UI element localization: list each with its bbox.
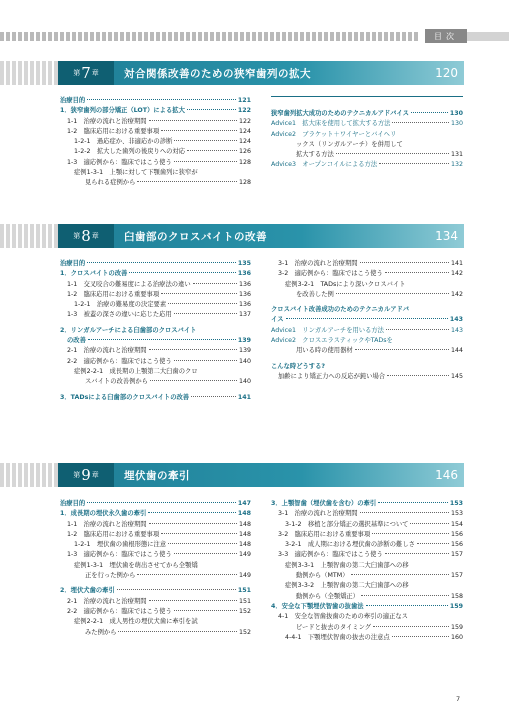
toc-entry-page: 145	[450, 372, 463, 380]
toc-entry[interactable]	[271, 315, 463, 325]
dot-leader	[174, 161, 237, 162]
toc-entry-page: 148	[238, 520, 251, 528]
dot-leader	[149, 600, 237, 601]
toc-entry[interactable]	[271, 259, 463, 269]
toc-entry[interactable]	[60, 290, 251, 300]
toc-tab: 目次	[425, 29, 467, 43]
toc-entry[interactable]	[60, 367, 251, 377]
toc-entry-title: 狭窄歯列拡大成功のためのテクニカルアドバイス	[271, 110, 409, 117]
dot-leader	[361, 595, 449, 596]
toc-entry-title: 症例3-3-1 上顎智歯の第二大臼歯部への移	[285, 561, 409, 569]
dot-leader	[336, 153, 449, 154]
toc-tab-edge	[467, 32, 509, 41]
toc-entry-title: 治療目的	[60, 500, 86, 507]
toc-entry[interactable]	[271, 540, 463, 550]
dot-leader	[174, 140, 237, 141]
dot-leader	[373, 626, 449, 627]
toc-entry-title: 1．狭窄歯列の部分矯正（LOT）による拡大	[60, 107, 185, 115]
toc-entry-title: イス	[271, 316, 284, 324]
toc-entry-title: 3-1-2 移植と部分矯正の選択基準について	[285, 520, 409, 528]
dot-leader	[118, 631, 236, 632]
toc-entry-title: 見られる症例から	[85, 179, 136, 187]
toc-entry[interactable]	[271, 326, 463, 336]
chapter-7-right-column	[271, 109, 463, 171]
toc-entry-title: 治療目的	[60, 97, 86, 104]
dot-leader	[392, 122, 449, 123]
dot-leader	[410, 523, 448, 524]
dot-leader	[117, 589, 236, 590]
toc-entry-page: 152	[238, 628, 251, 636]
dot-leader	[372, 533, 449, 534]
toc-entry-title: 3．上顎智歯（埋伏歯を含む）の牽引	[271, 500, 377, 507]
toc-entry-title: 治療目的	[60, 260, 86, 267]
toc-entry-title: 1．成長期の埋伏永久歯の牽引	[60, 510, 147, 518]
toc-entry-title: 1-3 適応例から：臨床ではこう使う	[67, 551, 172, 559]
dot-leader	[336, 293, 449, 294]
toc-entry-page: 139	[238, 347, 251, 355]
toc-entry-title: 1-2-1 埋伏歯の歯根形態に注意	[74, 541, 167, 549]
page-number: 7	[456, 695, 461, 703]
toc-entry[interactable]	[60, 178, 251, 188]
toc-entry-page: 153	[450, 510, 463, 518]
toc-entry-title: 正を行った例から	[85, 572, 136, 580]
toc-entry-title: 1-1 治療の流れと治療期間	[67, 520, 147, 528]
toc-entry-page: 136	[238, 301, 251, 309]
toc-entry-title: 1-2 臨床応用における重要事項	[67, 290, 160, 298]
toc-entry[interactable]	[271, 109, 463, 119]
chapter-number: 第 9 章	[58, 463, 114, 487]
toc-entry-title: 拡大する方法	[296, 151, 334, 159]
dot-leader	[87, 99, 236, 100]
toc-entry-page: 151	[238, 597, 251, 605]
toc-entry-title: 1-2-1 治療の難易度の決定要素	[74, 301, 167, 309]
toc-entry-title: Advice2 ブラケット＋ワイヤーとバイヘリ	[271, 130, 397, 138]
chapter-8-right-column	[271, 259, 463, 382]
toc-entry[interactable]	[60, 628, 251, 638]
toc-entry[interactable]	[271, 633, 463, 643]
toc-entry-title: 1-3 被蓋の深さの違いに応じた応用	[67, 311, 172, 319]
toc-entry[interactable]	[271, 362, 463, 372]
toc-entry-page: 157	[450, 551, 463, 559]
dot-leader	[137, 181, 237, 182]
toc-entry-title: 4．安全な下顎埋伏智歯の抜歯法	[271, 602, 364, 610]
toc-entry[interactable]	[271, 130, 463, 140]
toc-entry[interactable]	[60, 310, 251, 320]
chapter-title: 埋伏歯の牽引	[124, 469, 190, 482]
toc-entry-page: 122	[238, 117, 251, 125]
toc-entry-page: 158	[450, 592, 463, 600]
toc-entry-page: 147	[237, 500, 251, 507]
chapter-number: 第 7 章	[58, 61, 114, 85]
toc-entry-title: 1-1 交叉咬合の難易度による治療法の違い	[67, 280, 191, 288]
toc-entry[interactable]	[60, 550, 251, 560]
toc-entry-page: 136	[238, 280, 251, 288]
toc-entry[interactable]	[60, 96, 251, 106]
toc-entry-page: 156	[450, 530, 463, 538]
toc-entry[interactable]	[60, 597, 251, 607]
toc-entry[interactable]	[60, 147, 251, 157]
toc-entry-page: 142	[450, 270, 463, 278]
toc-entry-page: 124	[238, 127, 251, 135]
toc-entry[interactable]	[60, 158, 251, 168]
toc-entry-title: ピードと抜去のタイミング	[296, 623, 372, 631]
toc-entry-page: 121	[237, 97, 251, 104]
toc-entry-page: 135	[237, 260, 251, 267]
dot-leader	[187, 109, 236, 110]
dot-leader	[355, 349, 449, 350]
toc-entry-title: 症例2-2-1 成長期の上顎第二大臼歯のクロ	[74, 367, 198, 375]
toc-entry[interactable]	[271, 160, 463, 170]
toc-entry-page: 159	[450, 623, 463, 631]
toc-entry[interactable]	[60, 586, 251, 596]
toc-entry[interactable]	[60, 137, 251, 147]
toc-entry[interactable]	[60, 346, 251, 356]
toc-entry-title: Advice3 オープンコイルによる方法	[271, 161, 378, 169]
toc-entry-page: 153	[449, 500, 463, 507]
toc-entry-page: 148	[238, 541, 251, 549]
toc-entry-page: 148	[238, 530, 251, 538]
toc-entry-title: 1-2-1 過応症か、非適応かの診断	[74, 138, 173, 146]
dot-leader	[161, 130, 237, 131]
dot-leader	[351, 574, 449, 575]
toc-entry[interactable]	[60, 520, 251, 530]
dot-leader	[161, 533, 237, 534]
toc-entry[interactable]	[271, 119, 463, 129]
chapter-7-header[interactable]	[58, 61, 464, 85]
toc-entry-title: 1-2 臨床応用における重要事項	[67, 127, 160, 135]
dot-leader	[366, 605, 448, 606]
toc-entry[interactable]	[271, 612, 463, 622]
toc-entry-title: こんな時どうする?	[271, 362, 326, 370]
toc-entry[interactable]	[60, 117, 251, 127]
dot-leader	[87, 262, 236, 263]
toc-entry-title: 3-2 適応例から：臨床ではこう使う	[278, 270, 383, 278]
dot-leader	[387, 375, 449, 376]
toc-entry[interactable]	[60, 259, 251, 269]
toc-entry-title: 1．クロスバイトの改善	[60, 270, 128, 278]
toc-entry[interactable]	[60, 336, 251, 346]
dot-leader	[193, 283, 237, 284]
toc-entry-title: 4-1 安全な智歯抜歯のための牽引の適正なス	[278, 613, 408, 621]
toc-entry-title: 動例から（全顎矯正）	[296, 592, 359, 600]
dot-leader	[174, 313, 237, 314]
toc-entry-title: 3-2-1 成人期における埋伏歯の診断の難しさ	[285, 541, 415, 549]
toc-entry[interactable]	[271, 280, 463, 290]
toc-entry[interactable]	[60, 300, 251, 310]
toc-entry[interactable]	[271, 305, 463, 315]
toc-entry-title: の改善	[67, 337, 86, 345]
toc-entry[interactable]	[271, 520, 463, 530]
chapter-9-left-column	[60, 499, 251, 638]
toc-entry-title: 2-2 適応例から：臨床ではこう使う	[67, 357, 172, 365]
toc-entry-title: 4-4-1 下顎埋伏智歯の抜去の注意点	[285, 633, 390, 641]
toc-entry-title: みた例から	[85, 628, 117, 636]
chapter-8-left-column	[60, 259, 251, 403]
dot-leader	[378, 502, 448, 503]
chapter-page: 134	[435, 229, 458, 243]
dot-leader	[386, 329, 449, 330]
toc-entry-page: 139	[237, 337, 251, 345]
toc-entry[interactable]	[271, 290, 463, 300]
toc-entry-title: Advice1 リンガルアーチを用いる方法	[271, 326, 384, 334]
toc-entry-title: 1-2-2 拡大した歯列の後戻りへの対応	[74, 148, 186, 156]
toc-entry[interactable]	[271, 581, 463, 591]
dot-leader	[168, 303, 237, 304]
toc-entry-page: 141	[450, 260, 463, 267]
toc-entry[interactable]	[60, 106, 251, 116]
dot-leader	[168, 543, 237, 544]
toc-entry-page: 122	[237, 107, 251, 115]
toc-entry-page: 137	[238, 311, 251, 319]
dot-leader	[174, 610, 237, 611]
dot-leader	[174, 553, 237, 554]
toc-entry-page: 131	[450, 151, 463, 159]
toc-entry-page: 149	[238, 572, 251, 580]
toc-entry[interactable]	[60, 499, 251, 509]
toc-entry-page: 151	[237, 587, 251, 595]
toc-entry[interactable]	[60, 377, 251, 387]
toc-entry[interactable]	[271, 509, 463, 519]
toc-entry-title: 3-1 治療の流れと治療期間	[278, 510, 358, 518]
dot-leader	[411, 112, 448, 113]
toc-entry[interactable]	[60, 530, 251, 540]
toc-entry-title: 症例3-3-2 上顎智歯の第二大臼歯部への移	[285, 582, 409, 590]
dot-leader	[187, 150, 237, 151]
toc-entry-title: 加齢により矯正力への反応が鈍い場合	[278, 372, 386, 380]
toc-entry-title: 2-1 治療の流れと治療期間	[67, 347, 147, 355]
toc-entry-title: 動例から（MTM）	[296, 572, 349, 580]
dot-leader	[161, 293, 237, 294]
toc-entry-title: Advice2 クロスエラスティックやTADsを	[271, 337, 393, 345]
toc-entry-page: 140	[238, 357, 251, 365]
toc-entry-title: 症例1-3-1 上顎に対して下顎歯列に狭窄が	[74, 169, 198, 177]
toc-entry-title: クロスバイト改善成功のためのテクニカルアドバ	[271, 306, 410, 314]
toc-entry[interactable]	[271, 372, 463, 382]
toc-entry-title: 3-1 治療の流れと治療期間	[278, 260, 358, 267]
toc-entry[interactable]	[271, 140, 463, 150]
toc-entry-title: ックス（リンガルアーチ）を併用して	[296, 140, 403, 148]
toc-entry[interactable]	[271, 571, 463, 581]
toc-entry[interactable]	[271, 336, 463, 346]
toc-entry-page: 152	[238, 607, 251, 615]
toc-entry[interactable]	[271, 602, 463, 612]
toc-entry[interactable]	[60, 393, 251, 403]
dot-leader	[392, 636, 449, 637]
dot-leader	[360, 512, 449, 513]
toc-entry-title: 3-3 適応例から：臨床ではこう使う	[278, 551, 383, 559]
dot-leader	[149, 349, 237, 350]
toc-entry-page: 143	[449, 316, 463, 324]
dot-leader	[385, 553, 449, 554]
chapter-7-left-column	[60, 96, 251, 189]
toc-entry-page: 143	[450, 326, 463, 334]
toc-entry-page: 124	[238, 138, 251, 146]
chapter-title: 臼歯部のクロスバイトの改善	[124, 230, 267, 243]
toc-entry[interactable]	[60, 357, 251, 367]
chapter-title: 対合関係改善のための狭窄歯列の拡大	[124, 67, 311, 80]
dot-leader	[417, 543, 449, 544]
toc-entry-page: 128	[238, 158, 251, 166]
dot-leader	[129, 272, 235, 273]
toc-entry[interactable]	[271, 550, 463, 560]
dot-leader	[286, 318, 448, 319]
toc-entry[interactable]	[60, 168, 251, 178]
toc-entry-page: 148	[237, 510, 251, 518]
toc-entry-title: Advice1 拡大床を使用して拡大する方法	[271, 120, 391, 128]
dot-leader	[191, 396, 236, 397]
dot-leader	[87, 502, 236, 503]
toc-entry-title: 2-2 適応例から：臨床ではこう使う	[67, 607, 172, 615]
toc-entry-page: 132	[450, 161, 463, 169]
toc-entry[interactable]	[271, 150, 463, 160]
toc-entry-page: 154	[450, 520, 463, 528]
toc-entry[interactable]	[60, 127, 251, 137]
dot-leader	[174, 360, 237, 361]
toc-entry-title: 症例2-2-1 成人男性の埋伏犬歯に牽引を試	[74, 618, 198, 626]
toc-entry-page: 128	[238, 179, 251, 187]
toc-entry[interactable]	[271, 530, 463, 540]
chapter-page: 120	[435, 66, 458, 80]
dot-leader	[150, 380, 237, 381]
divider	[271, 96, 463, 97]
toc-entry-page: 156	[450, 541, 463, 549]
dot-leader	[137, 574, 237, 575]
chapter-9-header[interactable]	[58, 463, 464, 487]
toc-entry-title: 2-1 治療の流れと治療期間	[67, 597, 147, 605]
toc-entry[interactable]	[271, 561, 463, 571]
toc-entry-title: を改善した例	[296, 290, 334, 298]
top-decorative-strip	[0, 32, 420, 41]
toc-entry-title: 3-2 臨床応用における重要事項	[278, 530, 371, 538]
toc-entry-page: 159	[449, 602, 463, 610]
toc-entry[interactable]	[271, 623, 463, 633]
toc-entry-title: 3．TADsによる臼歯部のクロスバイトの改善	[60, 393, 190, 401]
toc-entry-title: 2．埋伏犬歯の牽引	[60, 587, 115, 595]
toc-entry-page: 149	[238, 551, 251, 559]
toc-entry[interactable]	[60, 326, 251, 336]
toc-entry-title: 1-1 治療の流れと治療期間	[67, 117, 147, 125]
chapter-8-header[interactable]	[58, 224, 464, 248]
toc-entry-page: 130	[450, 120, 463, 128]
toc-entry[interactable]	[271, 592, 463, 602]
toc-entry[interactable]	[60, 540, 251, 550]
dot-leader	[149, 120, 237, 121]
dot-leader	[379, 163, 449, 164]
chapter-page: 146	[435, 468, 458, 482]
toc-entry[interactable]	[60, 607, 251, 617]
toc-entry[interactable]	[271, 499, 463, 509]
toc-entry-title: 1-2 臨床応用における重要事項	[67, 530, 160, 538]
toc-entry-title: 1-3 適応例から：臨床ではこう使う	[67, 158, 172, 166]
toc-entry-page: 141	[237, 393, 251, 401]
dot-leader	[149, 523, 237, 524]
toc-entry[interactable]	[60, 509, 251, 519]
toc-entry-page: 126	[238, 148, 251, 156]
toc-entry-page: 142	[450, 290, 463, 298]
toc-entry[interactable]	[60, 280, 251, 290]
toc-entry[interactable]	[60, 571, 251, 581]
dot-leader	[148, 512, 236, 513]
chapter-number: 第 8 章	[58, 224, 114, 248]
toc-entry-title: 症例3-2-1 TADsにより深いクロスバイト	[285, 280, 406, 288]
toc-entry[interactable]	[271, 346, 463, 356]
toc-entry-page: 136	[238, 290, 251, 298]
toc-entry-page: 144	[450, 347, 463, 355]
toc-entry-title: 症例1-3-1 埋伏歯を萌出させてから全顎矯	[74, 561, 198, 569]
dot-leader	[360, 262, 449, 263]
toc-entry[interactable]	[60, 561, 251, 571]
toc-entry-page: 160	[450, 633, 463, 641]
toc-entry-title: スバイトの改善例から	[85, 378, 148, 386]
toc-entry-title: 2．リンガルアーチによる臼歯部のクロスバイト	[60, 326, 197, 334]
dot-leader	[88, 339, 236, 340]
chapter-9-right-column	[271, 499, 463, 643]
toc-entry[interactable]	[60, 269, 251, 279]
toc-entry-page: 140	[238, 378, 251, 386]
toc-entry[interactable]	[60, 617, 251, 627]
toc-entry-page: 157	[450, 572, 463, 580]
toc-entry-title: 用いる時の使用器材	[296, 347, 353, 355]
dot-leader	[385, 272, 449, 273]
toc-entry[interactable]	[271, 269, 463, 279]
toc-entry-page: 130	[449, 110, 463, 117]
toc-entry-page: 136	[237, 270, 251, 278]
